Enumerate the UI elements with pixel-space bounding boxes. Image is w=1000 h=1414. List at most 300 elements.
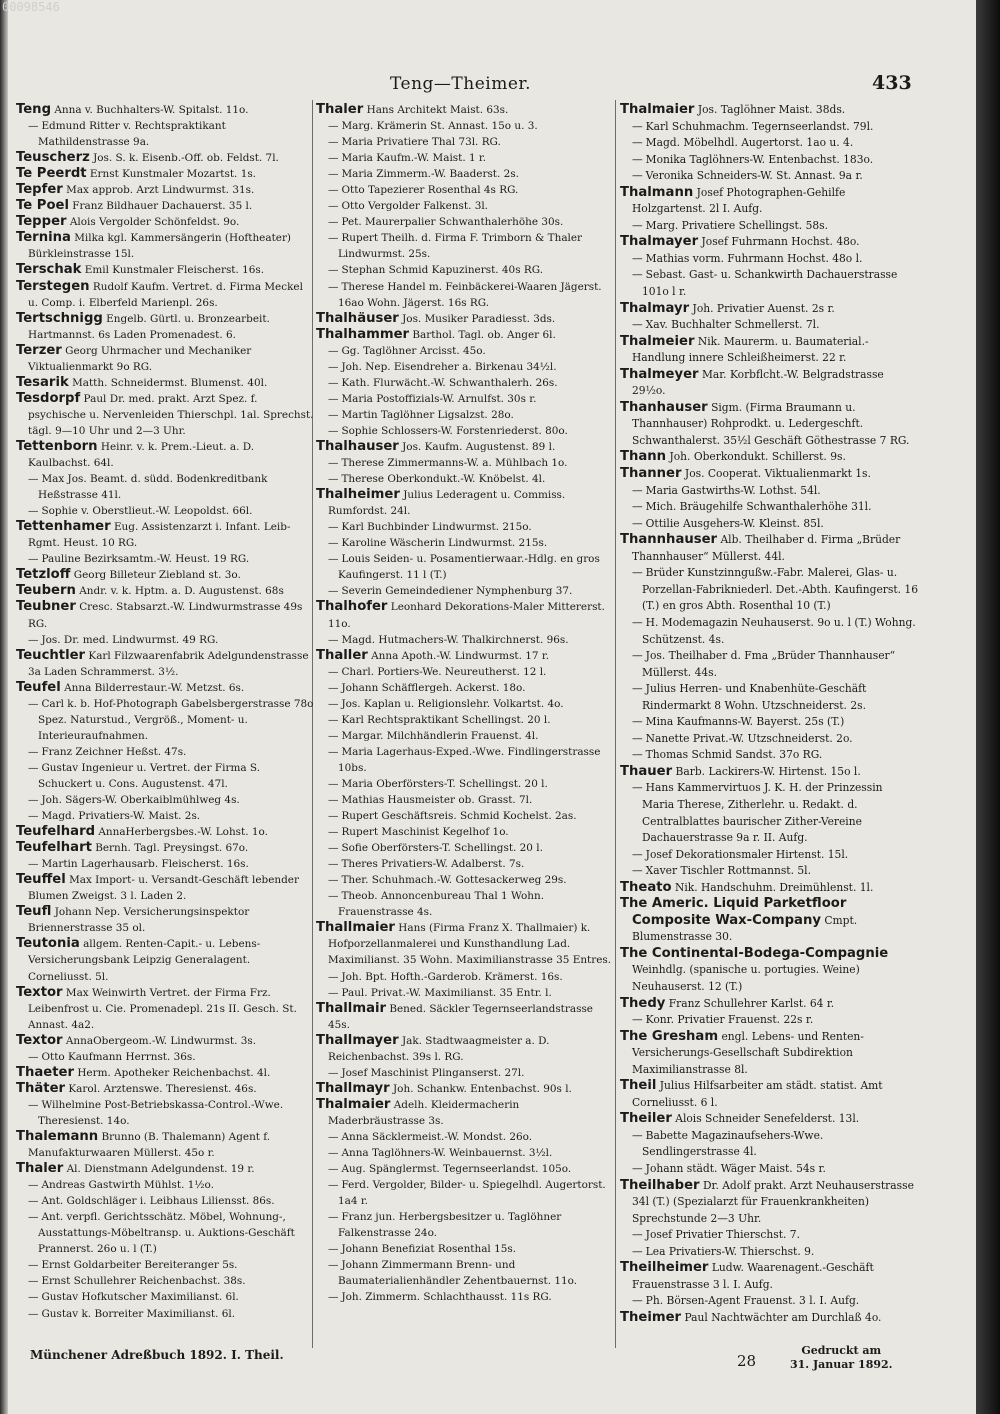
book-title-footer: Münchener Adreßbuch 1892. I. Theil. bbox=[30, 1348, 284, 1362]
page-title: Teng—Theimer. bbox=[390, 74, 532, 94]
continuation-dash: — bbox=[328, 1131, 339, 1143]
continuation-dash: — bbox=[28, 858, 39, 871]
entry-surname: Thallmaier bbox=[316, 920, 395, 936]
entry-surname: Textor bbox=[16, 1032, 63, 1048]
entry-details: Ludw. Waarenagent.-Geschäft Frauenstrasse 3 l. I. Aufg. bbox=[632, 1261, 874, 1291]
continuation-dash: — bbox=[632, 566, 643, 580]
entry-details: Anna v. Buchhalters-W. Spitalst. 11o. bbox=[54, 104, 249, 116]
directory-entry bbox=[316, 872, 614, 888]
entry-details: Georg Billeteur Ziebland st. 3o. bbox=[73, 569, 241, 582]
entry-surname: Theilheimer bbox=[620, 1260, 709, 1276]
directory-entry bbox=[316, 1081, 614, 1097]
continuation-dash: — bbox=[328, 842, 339, 855]
directory-entry bbox=[16, 1129, 314, 1161]
entry-surname: Thanner bbox=[620, 466, 682, 482]
directory-entry bbox=[316, 311, 614, 327]
directory-entry bbox=[316, 150, 614, 166]
entry-details: Martin Lagerhausarb. Fleischerst. 16s. bbox=[41, 858, 249, 871]
entry-details: Mina Kaufmanns-W. Bayerst. 25s (T.) bbox=[645, 715, 845, 729]
entry-details: Franz jun. Herbergsbesitzer u. Taglöhner Falkenstrasse 24o. bbox=[338, 1211, 562, 1240]
entry-surname: Theilhaber bbox=[620, 1177, 700, 1193]
entry-surname: Textor bbox=[16, 984, 63, 1000]
directory-entry bbox=[316, 359, 614, 375]
continuation-dash: — bbox=[632, 1244, 643, 1258]
directory-entry bbox=[16, 904, 314, 936]
directory-entry bbox=[316, 1177, 614, 1209]
entry-details: Jos. Kaufm. Augustenst. 89 l. bbox=[402, 440, 556, 453]
directory-entry bbox=[620, 185, 918, 218]
directory-entry bbox=[316, 455, 614, 471]
print-date-note bbox=[790, 1344, 893, 1372]
continuation-dash: — bbox=[328, 633, 339, 646]
directory-entry bbox=[316, 439, 614, 455]
continuation-dash: — bbox=[328, 521, 339, 534]
directory-entry bbox=[620, 135, 918, 152]
directory-entry bbox=[16, 279, 314, 311]
directory-entry bbox=[16, 230, 314, 262]
entry-details: Ther. Schuhmach.-W. Gottesackerweg 29s. bbox=[341, 874, 567, 887]
entry-details: Johann Nep. Versicherungsinspektor Briennerstrasse 35 ol. bbox=[28, 906, 250, 935]
entry-surname: Theiler bbox=[620, 1111, 672, 1127]
continuation-dash: — bbox=[328, 970, 339, 983]
entry-details: Magd. Hutmachers-W. Thalkirchnerst. 96s. bbox=[341, 633, 569, 646]
directory-entry bbox=[620, 267, 918, 300]
entry-details: Theres Privatiers-W. Adalberst. 7s. bbox=[341, 858, 525, 871]
entry-details: Jak. Stadtwaagmeister a. D. Reichenbachst. 39s l. RG. bbox=[328, 1034, 550, 1063]
entry-details: Brunno (B. Thalemann) Agent f. Manufakturwaaren Müllerst. 45o r. bbox=[28, 1131, 271, 1160]
directory-column-3 bbox=[620, 102, 918, 1326]
directory-entry bbox=[16, 150, 314, 166]
directory-entry bbox=[316, 1145, 614, 1161]
continuation-dash: — bbox=[328, 681, 339, 694]
continuation-dash: — bbox=[632, 781, 643, 795]
entry-details: Jos. Theilhaber d. Fma „Brüder Thannhauser“ Müllerst. 44s. bbox=[642, 649, 896, 679]
directory-entry bbox=[16, 840, 314, 856]
directory-entry bbox=[620, 996, 918, 1013]
entry-surname: Tesarik bbox=[16, 374, 69, 390]
page-left-edge bbox=[0, 0, 8, 1414]
entry-surname: Thalmeyer bbox=[620, 366, 699, 382]
entry-surname: Te Poel bbox=[16, 198, 69, 214]
continuation-dash: — bbox=[328, 794, 339, 807]
continuation-dash: — bbox=[328, 537, 339, 550]
directory-entry bbox=[316, 744, 614, 776]
continuation-dash: — bbox=[632, 251, 643, 265]
entry-details: Sophie Schlossers-W. Forstenriederst. 80o. bbox=[341, 424, 568, 437]
entry-details: Ernst Kunstmaler Mozartst. 1s. bbox=[89, 168, 257, 181]
entry-surname: Thalhäuser bbox=[316, 310, 399, 326]
entry-surname: Thauer bbox=[620, 763, 673, 779]
entry-details: Maria Postoffizials-W. Arnulfst. 30s r. bbox=[341, 392, 537, 405]
directory-entry bbox=[316, 632, 614, 648]
entry-details: Joh. Sägers-W. Oberkaiblmühlweg 4s. bbox=[41, 794, 240, 807]
directory-entry bbox=[16, 648, 314, 680]
continuation-dash: — bbox=[28, 697, 39, 710]
entry-surname: Tertschnigg bbox=[16, 310, 103, 326]
continuation-dash: — bbox=[328, 392, 339, 405]
directory-entry bbox=[316, 712, 614, 728]
entry-details: Gustav Hofkutscher Maximilianst. 6l. bbox=[41, 1291, 239, 1304]
entry-details: Anna Bilderrestaur.-W. Metzst. 6s. bbox=[64, 681, 245, 694]
directory-entry bbox=[16, 1065, 314, 1081]
directory-entry bbox=[16, 118, 314, 150]
directory-entry bbox=[316, 279, 614, 311]
entry-details: Pauline Bezirksamtm.-W. Heust. 19 RG. bbox=[41, 553, 250, 566]
entry-surname: Tepfer bbox=[16, 182, 63, 198]
directory-entry bbox=[620, 1310, 918, 1327]
directory-entry bbox=[316, 535, 614, 551]
entry-details: Marg. Privatiere Schellingst. 58s. bbox=[645, 218, 829, 232]
directory-entry bbox=[16, 1161, 314, 1177]
entry-details: Anna Säcklermeist.-W. Mondst. 26o. bbox=[341, 1131, 533, 1143]
entry-details: Margar. Milchhändlerin Frauenst. 4l. bbox=[341, 729, 539, 742]
entry-details: Otto Tapezierer Rosenthal 4s RG. bbox=[341, 184, 519, 197]
directory-entry bbox=[316, 1001, 614, 1033]
directory-entry bbox=[16, 1273, 314, 1289]
directory-entry bbox=[16, 391, 314, 439]
continuation-dash: — bbox=[632, 119, 643, 133]
continuation-dash: — bbox=[328, 424, 339, 437]
entry-surname: Thanhauser bbox=[620, 399, 708, 415]
directory-entry bbox=[316, 856, 614, 872]
entry-details: Otto Kaufmann Herrnst. 36s. bbox=[41, 1050, 196, 1063]
entry-surname: Teuscherz bbox=[16, 150, 90, 166]
directory-entry bbox=[316, 728, 614, 744]
entry-details: Milka kgl. Kammersängerin (Hoftheater) Bürkleinstrasse 15l. bbox=[28, 232, 292, 261]
entry-details: Hans Kammervirtuos J. K. H. der Prinzessin Maria Therese, Zitherlehr. u. Redakt. d. Centralblattes baurischer Zither-Vereine Dachauerstrasse 9a r. II. Aufg. bbox=[642, 781, 883, 845]
directory-entry bbox=[620, 449, 918, 466]
directory-entry bbox=[316, 214, 614, 230]
continuation-dash: — bbox=[28, 473, 39, 486]
continuation-dash: — bbox=[328, 168, 339, 181]
directory-entry bbox=[16, 567, 314, 583]
entry-details: Stephan Schmid Kapuzinerst. 40s RG. bbox=[341, 264, 544, 277]
directory-entry bbox=[620, 102, 918, 119]
entry-details: Hans Architekt Maist. 63s. bbox=[366, 104, 509, 116]
entry-details: Nik. Handschuhm. Dreimühlenst. 1l. bbox=[675, 880, 874, 894]
continuation-dash: — bbox=[632, 1294, 643, 1308]
directory-entry bbox=[316, 808, 614, 824]
continuation-dash: — bbox=[328, 826, 339, 839]
entry-details: Theob. Annoncenbureau Thal 1 Wohn. Frauenstrasse 4s. bbox=[338, 890, 545, 919]
directory-entry bbox=[620, 499, 918, 516]
directory-entry bbox=[16, 519, 314, 551]
entry-details: Max approb. Arzt Lindwurmst. 31s. bbox=[66, 184, 255, 197]
continuation-dash: — bbox=[328, 777, 339, 790]
entry-details: Josef Photographen-Gehilfe Holzgartenst. 2l I. Aufg. bbox=[632, 185, 846, 216]
entry-details: Julius Hilfsarbeiter am städt. statist. Amt Corneliusst. 6 l. bbox=[632, 1079, 883, 1109]
directory-entry bbox=[316, 824, 614, 840]
entry-details: Mich. Bräugehilfe Schwanthalerhöhe 31l. bbox=[645, 500, 872, 514]
directory-entry bbox=[316, 583, 614, 599]
entry-surname: Terschak bbox=[16, 262, 82, 278]
continuation-dash: — bbox=[28, 505, 39, 518]
entry-details: Maria Kaufm.-W. Maist. 1 r. bbox=[341, 152, 487, 165]
entry-details: Engelb. Gürtl. u. Bronzearbeit. Hartmannst. 6s Laden Promenadest. 6. bbox=[28, 312, 270, 341]
entry-details: Josef Dekorationsmaler Hirtenst. 15l. bbox=[645, 847, 849, 861]
entry-details: Nik. Maurerm. u. Baumaterial.-Handlung innere Schleißheimerst. 22 r. bbox=[632, 334, 869, 365]
continuation-dash: — bbox=[328, 152, 339, 165]
entry-details: Ph. Börsen-Agent Frauenst. 3 l. I. Aufg. bbox=[645, 1294, 860, 1308]
entry-details: Joh. Oberkondukt. Schillerst. 9s. bbox=[669, 450, 846, 464]
entry-details: Jos. Dr. med. Lindwurmst. 49 RG. bbox=[41, 633, 219, 646]
entry-details: Max Jos. Beamt. d. südd. Bodenkreditbank Heßstrasse 41l. bbox=[38, 473, 268, 502]
directory-entry bbox=[16, 1306, 314, 1322]
continuation-dash: — bbox=[632, 1013, 643, 1027]
entry-details: Ottilie Ausgehers-W. Kleinst. 85l. bbox=[645, 516, 824, 530]
entry-details: Veronika Schneiders-W. St. Annast. 9a r. bbox=[645, 169, 863, 183]
directory-entry bbox=[620, 731, 918, 748]
entry-details: Josef Fuhrmann Hochst. 48o. bbox=[701, 235, 860, 249]
entry-details: Gustav Ingenieur u. Vertret. der Firma S. Schuckert u. Cons. Augustenst. 47l. bbox=[38, 761, 261, 790]
entry-details: Magd. Privatiers-W. Maist. 2s. bbox=[41, 810, 201, 823]
printed-label: Gedruckt am bbox=[801, 1344, 882, 1357]
entry-details: Ant. verpfl. Gerichtsschätz. Möbel, Wohnung-, Ausstattungs-Möbeltransp. u. Auktions-Geschäft Prannerst. 26o u. l (T.) bbox=[38, 1211, 295, 1256]
continuation-dash: — bbox=[28, 794, 39, 807]
continuation-dash: — bbox=[28, 1050, 39, 1063]
entry-details: Mathias Hausmeister ob. Grasst. 7l. bbox=[341, 794, 533, 807]
entry-details: Bernh. Tagl. Preysingst. 67o. bbox=[95, 842, 249, 855]
entry-details: Aug. Spänglermst. Tegernseerlandst. 105o. bbox=[341, 1163, 572, 1176]
directory-entry bbox=[316, 696, 614, 712]
directory-entry bbox=[316, 1257, 614, 1289]
entry-details: Severin Gemeindediener Nymphenburg 37. bbox=[341, 585, 573, 598]
directory-entry bbox=[620, 516, 918, 533]
directory-entry bbox=[16, 680, 314, 696]
directory-entry bbox=[620, 1128, 918, 1161]
entry-surname: Theimer bbox=[620, 1309, 682, 1325]
directory-entry bbox=[16, 375, 314, 391]
directory-entry bbox=[620, 367, 918, 400]
directory-entry bbox=[16, 214, 314, 230]
directory-entry bbox=[16, 872, 314, 904]
continuation-dash: — bbox=[328, 216, 339, 229]
entry-details: Charl. Portiers-We. Neureutherst. 12 l. bbox=[341, 665, 547, 678]
continuation-dash: — bbox=[28, 1307, 39, 1320]
entry-surname: Thalhofer bbox=[316, 599, 388, 615]
directory-entry bbox=[16, 1209, 314, 1257]
entry-surname: Thallmayr bbox=[316, 1080, 390, 1096]
entry-surname: The Gresham bbox=[620, 1028, 719, 1044]
entry-surname: Thalemann bbox=[16, 1129, 99, 1144]
directory-entry bbox=[16, 1049, 314, 1065]
entry-details: Jos. Kaplan u. Religionslehr. Volkartst. 4o. bbox=[341, 697, 564, 710]
directory-entry bbox=[620, 863, 918, 880]
entry-details: Alois Schneider Senefelderst. 13l. bbox=[675, 1112, 860, 1126]
entry-details: Adelh. Kleidermacherin Maderbräustrasse 3s. bbox=[328, 1098, 520, 1127]
entry-details: AnnaObergeom.-W. Lindwurmst. 3s. bbox=[65, 1034, 257, 1047]
entry-surname: Tepper bbox=[16, 214, 67, 230]
directory-entry bbox=[620, 301, 918, 318]
continuation-dash: — bbox=[328, 473, 339, 486]
entry-surname: Thalmaier bbox=[620, 102, 695, 117]
entry-details: Franz Bildhauer Dachauerst. 35 l. bbox=[72, 200, 253, 213]
entry-surname: Tettenhamer bbox=[16, 519, 111, 535]
directory-entry bbox=[316, 519, 614, 535]
directory-entry bbox=[16, 599, 314, 631]
directory-entry bbox=[316, 230, 614, 262]
entry-surname: Thalmeier bbox=[620, 333, 695, 349]
entry-details: Johann Zimmermann Brenn- und Baumaterialienhändler Zehentbauernst. 11o. bbox=[338, 1259, 578, 1288]
entry-details: Weinhdlg. (spanische u. portugies. Weine) Neuhauserst. 12 (T.) bbox=[632, 963, 860, 993]
entry-details: Maria Oberförsters-T. Schellingst. 20 l. bbox=[341, 777, 548, 790]
entry-details: Maria Privatiere Thal 73l. RG. bbox=[341, 136, 501, 149]
continuation-dash: — bbox=[28, 745, 39, 758]
entry-details: H. Modemagazin Neuhauserst. 9o u. l (T.) Wohng. Schützenst. 4s. bbox=[642, 615, 916, 646]
directory-entry bbox=[316, 1065, 614, 1081]
entry-surname: Teuchtler bbox=[16, 647, 86, 663]
directory-entry bbox=[316, 1241, 614, 1257]
entry-details: Rupert Theilh. d. Firma F. Trimborn & Thaler Lindwurmst. 25s. bbox=[338, 232, 583, 261]
directory-entry bbox=[316, 182, 614, 198]
continuation-dash: — bbox=[28, 1098, 39, 1111]
directory-entry bbox=[316, 423, 614, 439]
entry-details: Kath. Flurwächt.-W. Schwanthalerh. 26s. bbox=[341, 376, 558, 389]
entry-details: Cresc. Stabsarzt.-W. Lindwurmstrasse 49s RG. bbox=[28, 601, 303, 630]
entry-details: Paul Nachtwächter am Durchlaß 4o. bbox=[684, 1310, 882, 1324]
directory-entry bbox=[620, 681, 918, 714]
continuation-dash: — bbox=[28, 120, 39, 133]
entry-details: Matth. Schneidermst. Blumenst. 40l. bbox=[72, 376, 268, 389]
entry-details: Sebast. Gast- u. Schankwirth Dachauerstrasse 101o l r. bbox=[642, 268, 898, 299]
entry-details: Karl Filzwaarenfabrik Adelgundenstrasse 3a Laden Schrammerst. 3½. bbox=[28, 649, 309, 678]
entry-details: Marg. Krämerin St. Annast. 15o u. 3. bbox=[341, 120, 538, 133]
entry-details: Jos. Cooperat. Viktualienmarkt 1s. bbox=[684, 467, 871, 481]
entry-details: Barthol. Tagl. ob. Anger 6l. bbox=[412, 328, 556, 341]
directory-entry bbox=[316, 888, 614, 920]
directory-entry bbox=[316, 840, 614, 856]
entry-details: Ernst Goldarbeiter Bereiteranger 5s. bbox=[41, 1259, 238, 1272]
entry-details: Joh. Schankw. Entenbachst. 90s l. bbox=[393, 1082, 572, 1095]
page-number: 433 bbox=[872, 72, 912, 94]
entry-details: Jos. Taglöhner Maist. 38ds. bbox=[697, 103, 846, 116]
directory-entry bbox=[620, 565, 918, 615]
entry-details: Mathias vorm. Fuhrmann Hochst. 48o l. bbox=[645, 251, 863, 265]
directory-entry bbox=[620, 317, 918, 334]
entry-details: Therese Handel m. Feinbäckerei-Waaren Jägerst. 16ao Wohn. Jägerst. 16s RG. bbox=[338, 280, 602, 309]
continuation-dash: — bbox=[328, 729, 339, 742]
directory-entry bbox=[620, 466, 918, 483]
page-right-edge bbox=[976, 0, 1000, 1414]
entry-details: allgem. Renten-Capit.- u. Lebens-Versicherungsbank Leipzig Generalagent. Corneliusst. 5l. bbox=[28, 938, 261, 983]
entry-details: Karoline Wäscherin Lindwurmst. 215s. bbox=[341, 537, 548, 550]
entry-surname: The Americ. Liquid Parketfloor Composite Wax-Company bbox=[620, 896, 847, 928]
directory-entry bbox=[16, 1097, 314, 1129]
continuation-dash: — bbox=[632, 218, 643, 232]
continuation-dash: — bbox=[328, 810, 339, 823]
entry-surname: Tesdorpf bbox=[16, 390, 81, 406]
entry-details: Maria Lagerhaus-Exped.-Wwe. Findlingerstrasse 10bs. bbox=[338, 745, 601, 774]
directory-entry bbox=[316, 680, 614, 696]
entry-details: Thomas Schmid Sandst. 37o RG. bbox=[645, 748, 823, 762]
entry-details: Herm. Apotheker Reichenbachst. 4l. bbox=[77, 1066, 271, 1079]
entry-details: Julius Herren- und Knabenhüte-Geschäft Rindermarkt 8 Wohn. Utzschneiderst. 2s. bbox=[642, 682, 867, 712]
directory-entry bbox=[316, 375, 614, 391]
entry-details: Sophie v. Oberstlieut.-W. Leopoldst. 66l. bbox=[41, 505, 253, 518]
directory-entry bbox=[16, 985, 314, 1033]
entry-details: Carl k. b. Hof-Photograph Gabelsbergerstrasse 78o Spez. Naturstud., Vergröß., Moment- u. Interieuraufnahmen. bbox=[38, 697, 314, 742]
printed-date: 31. Januar 1892. bbox=[790, 1358, 893, 1371]
directory-entry bbox=[620, 615, 918, 648]
entry-details: Lea Privatiers-W. Thierschst. 9. bbox=[645, 1244, 815, 1258]
entry-details: Brüder Kunstzinngußw.-Fabr. Malerei, Glas- u. Porzellan-Fabrikniederl. Det.-Abth. Kaufingerst. 16 (T.) en gros Abth. Rosenthal 10 (T.) bbox=[642, 566, 919, 613]
entry-details: Jos. Musiker Paradiesst. 3ds. bbox=[402, 312, 556, 325]
directory-entry bbox=[620, 747, 918, 764]
entry-details: Al. Dienstmann Adelgundenst. 19 r. bbox=[66, 1163, 255, 1176]
continuation-dash: — bbox=[28, 1179, 39, 1192]
entry-details: Magd. Möbelhdl. Augertorst. 1ao u. 4. bbox=[645, 136, 854, 150]
directory-entry bbox=[620, 532, 918, 565]
entry-surname: Terstegen bbox=[16, 278, 90, 294]
directory-entry bbox=[620, 234, 918, 251]
directory-entry bbox=[16, 471, 314, 503]
entry-details: Johann Benefiziat Rosenthal 15s. bbox=[341, 1243, 517, 1256]
directory-entry bbox=[316, 198, 614, 214]
entry-surname: Thaller bbox=[316, 647, 368, 663]
directory-column-2 bbox=[316, 102, 614, 1306]
entry-surname: Te Peerdt bbox=[16, 166, 87, 182]
directory-entry bbox=[16, 792, 314, 808]
entry-details: Louis Seiden- u. Posamentierwaar.-Hdlg. en gros Kaufingerst. 11 l (T.) bbox=[338, 553, 600, 582]
entry-details: Babette Magazinaufsehers-Wwe. Sendlingerstrasse 4l. bbox=[642, 1128, 824, 1159]
entry-surname: Thalhammer bbox=[316, 326, 410, 342]
entry-details: Julius Lederagent u. Commiss. Rumfordst. 24l. bbox=[328, 489, 566, 518]
continuation-dash: — bbox=[632, 516, 643, 530]
entry-surname: Thallmayer bbox=[316, 1032, 399, 1048]
entry-surname: Teubern bbox=[16, 583, 76, 599]
continuation-dash: — bbox=[632, 136, 643, 150]
entry-details: Barb. Lackirers-W. Hirtenst. 15o l. bbox=[675, 764, 861, 778]
entry-details: Therese Oberkondukt.-W. Knöbelst. 4l. bbox=[341, 473, 546, 486]
continuation-dash: — bbox=[328, 136, 339, 149]
directory-entry bbox=[620, 1161, 918, 1178]
entry-details: Jos. S. k. Eisenb.-Off. ob. Feldst. 7l. bbox=[93, 152, 279, 165]
directory-entry bbox=[620, 896, 918, 946]
entry-details: Emil Kunstmaler Fleischerst. 16s. bbox=[84, 264, 265, 277]
entry-details: Max Weinwirth Vertret. der Firma Frz. Leibenfrost u. Cie. Promenadepl. 21s II. Gesch. St. Annast. 4a2. bbox=[28, 986, 297, 1031]
entry-details: Rudolf Kaufm. Vertret. d. Firma Meckel u. Comp. i. Elberfeld Marienpl. 26s. bbox=[28, 280, 303, 309]
entry-details: Alois Vergolder Schönfeldst. 9o. bbox=[69, 216, 240, 229]
entry-surname: Teufl bbox=[16, 904, 52, 920]
entry-surname: Thäter bbox=[16, 1080, 66, 1096]
continuation-dash: — bbox=[632, 1162, 643, 1175]
entry-surname: Teubner bbox=[16, 599, 76, 615]
entry-surname: Thaler bbox=[316, 102, 364, 117]
entry-details: Rupert Maschinist Kegelhof 1o. bbox=[341, 826, 509, 839]
continuation-dash: — bbox=[28, 553, 39, 566]
entry-details: Therese Zimmermanns-W. a. Mühlbach 1o. bbox=[341, 457, 568, 470]
entry-details: Konr. Privatier Frauenst. 22s r. bbox=[645, 1013, 814, 1027]
entry-surname: Theato bbox=[620, 879, 672, 895]
directory-entry bbox=[316, 391, 614, 407]
continuation-dash: — bbox=[632, 847, 643, 861]
directory-entry bbox=[316, 407, 614, 423]
entry-details: Pet. Maurerpalier Schwanthalerhöhe 30s. bbox=[341, 216, 564, 229]
directory-entry bbox=[16, 102, 314, 118]
entry-surname: Thallmair bbox=[316, 1000, 386, 1016]
entry-details: Joh. Privatier Auenst. 2s r. bbox=[692, 301, 835, 315]
continuation-dash: — bbox=[28, 1195, 39, 1208]
entry-surname: Thannhauser bbox=[620, 532, 718, 548]
directory-entry bbox=[16, 583, 314, 599]
directory-entry bbox=[316, 1161, 614, 1177]
entry-details: Max Import- u. Versandt-Geschäft lebender Blumen Zweigst. 3 l. Laden 2. bbox=[28, 874, 299, 903]
directory-entry bbox=[620, 1012, 918, 1029]
entry-details: Eug. Assistenzarzt i. Infant. Leib-Rgmt. Heust. 10 RG. bbox=[28, 521, 291, 550]
continuation-dash: — bbox=[28, 1211, 39, 1224]
entry-details: Karol. Arztenswe. Theresienst. 46s. bbox=[68, 1082, 257, 1095]
entry-details: Joh. Zimmerm. Schlachthausst. 11s RG. bbox=[341, 1291, 552, 1304]
